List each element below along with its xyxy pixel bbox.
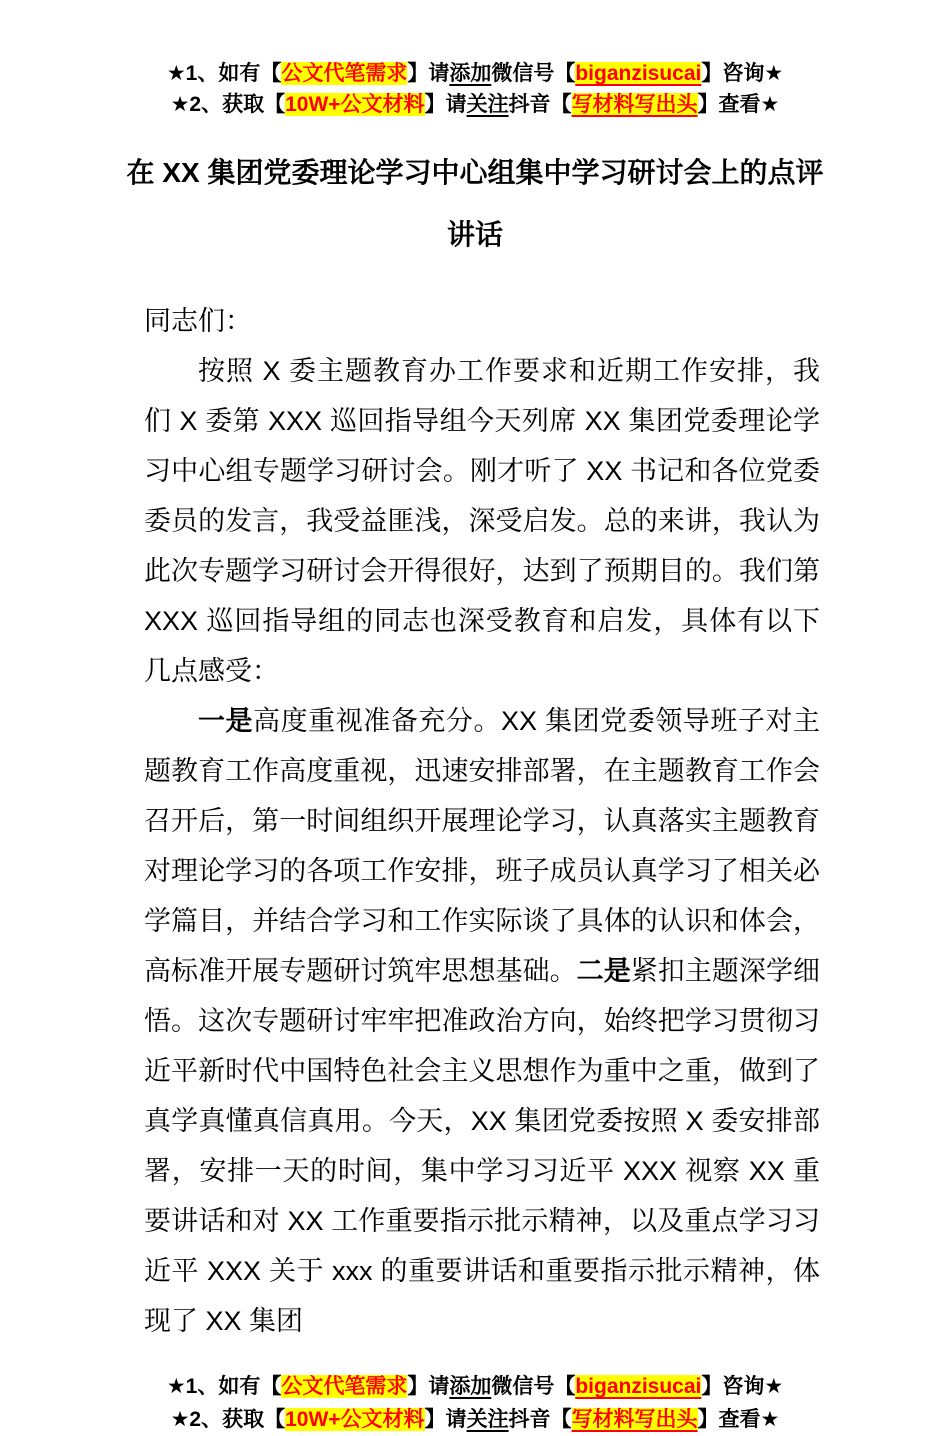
promo-text: ★1、如有【 bbox=[166, 62, 282, 85]
paragraph-2-text-1: 高度重视准备充分。XX 集团党委领导班子对主题教育工作高度重视，迅速安排部署，在主题教育工作会召开后，第一时间组织开展理论学习，认真落实主题教育对理论学习的各项工作安排，班子成员认真学习了相关必学篇目，并结合学习和工作实际谈了具体的认识和体会，高标准开展专题研讨筑牢思想基础。 bbox=[144, 706, 820, 986]
promo-text: 微信号【 bbox=[491, 62, 576, 85]
promo-underline-follow: 关注 bbox=[466, 1408, 509, 1431]
salutation: 同志们： bbox=[144, 306, 252, 336]
promo-text: 】查看★ bbox=[697, 93, 780, 116]
document-title: 在 XX 集团党委理论学习中心组集中学习研讨会上的点评讲话 bbox=[126, 157, 824, 250]
paragraph-2 bbox=[144, 696, 820, 1346]
promo-underline-add: 添加 bbox=[449, 62, 492, 85]
promo-text: 微信号【 bbox=[491, 1375, 576, 1398]
promo-wechat-id: biganzisucai bbox=[575, 62, 702, 85]
promo-text: 抖音【 bbox=[508, 93, 572, 116]
promo-header bbox=[0, 0, 950, 120]
promo-underline-add: 添加 bbox=[449, 1375, 492, 1398]
promo-text: 】请 bbox=[407, 1375, 450, 1398]
promo-highlight-ghostwriting: 公文代笔需求 bbox=[281, 62, 408, 85]
promo-highlight-ghostwriting: 公文代笔需求 bbox=[281, 1375, 408, 1398]
paragraph-2-bold-lead-2: 二是 bbox=[576, 956, 631, 986]
promo-douyin-account: 写材料写出头 bbox=[571, 93, 698, 116]
promo-text: ★2、获取【 bbox=[170, 93, 286, 116]
promo-highlight-materials: 10W+公文材料 bbox=[285, 93, 425, 116]
document-body bbox=[144, 296, 820, 1346]
promo-wechat-id: biganzisucai bbox=[575, 1375, 702, 1398]
paragraph-2-text-2: 紧扣主题深学细悟。这次专题研讨牢牢把准政治方向，始终把学习贯彻习近平新时代中国特色社会主义思想作为重中之重，做到了真学真懂真信真用。今天，XX 集团党委按照 X 委安排部署，安排一天的时间，集中学习习近平 XXX 视察 XX 重要讲话和对 XX 工作重要指示批示精神，以及重点学习习近平 XXX 关于 xxx 的重要讲话和重要指示批示精神，体现了 XX 集团 bbox=[144, 956, 821, 1336]
promo-header-line-2 bbox=[0, 89, 950, 120]
promo-underline-follow: 关注 bbox=[466, 93, 509, 116]
promo-text: 】咨询★ bbox=[701, 1375, 784, 1398]
promo-text: 】查看★ bbox=[697, 1408, 780, 1431]
promo-text: 】咨询★ bbox=[701, 62, 784, 85]
promo-text: ★1、如有【 bbox=[166, 1375, 282, 1398]
promo-text: ★2、获取【 bbox=[170, 1408, 286, 1431]
promo-text: 抖音【 bbox=[508, 1408, 572, 1431]
promo-text: 】请 bbox=[424, 1408, 467, 1431]
promo-footer-line-2 bbox=[0, 1403, 950, 1436]
promo-text: 】请 bbox=[407, 62, 450, 85]
promo-header-line-1 bbox=[0, 58, 950, 89]
paragraph-1-text: 按照 X 委主题教育办工作要求和近期工作安排，我们 X 委第 XXX 巡回指导组今天列席 XX 集团党委理论学习中心组专题学习研讨会。刚才听了 XX 书记和各位党委委员的发言，我受益匪浅，深受启发。总的来讲，我认为此次专题学习研讨会开得很好，达到了预期目的。我们第 XXX 巡回指导组的同志也深受教育和启发，具体有以下几点感受： bbox=[144, 356, 820, 686]
promo-footer-line-1 bbox=[0, 1370, 950, 1403]
paragraph-2-bold-lead-1: 一是 bbox=[198, 706, 254, 736]
promo-text: 】请 bbox=[424, 93, 467, 116]
promo-footer bbox=[0, 1370, 950, 1436]
paragraph-1 bbox=[144, 346, 820, 696]
promo-douyin-account: 写材料写出头 bbox=[571, 1408, 698, 1431]
promo-highlight-materials: 10W+公文材料 bbox=[285, 1408, 425, 1431]
